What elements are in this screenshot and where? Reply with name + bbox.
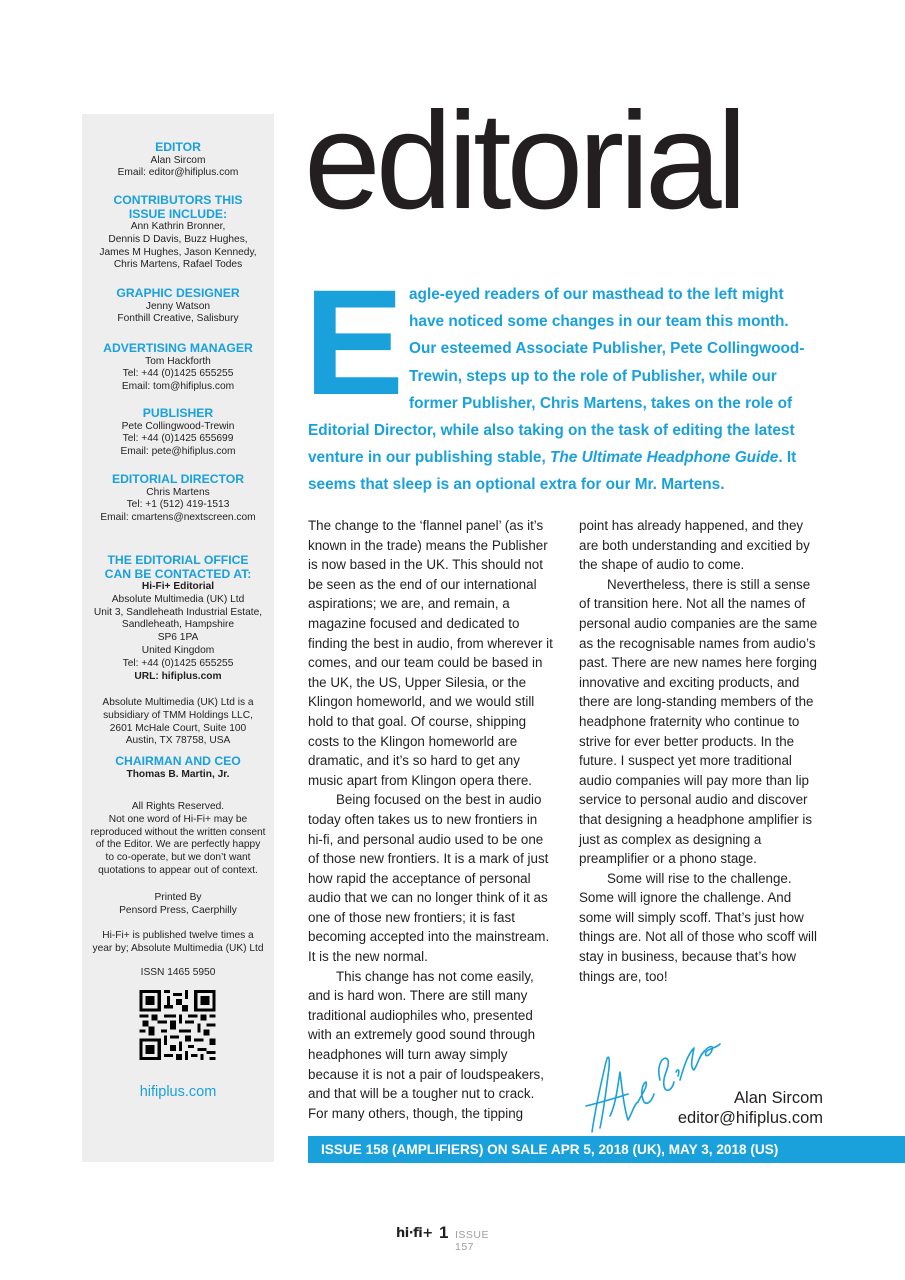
qr-code-icon[interactable]: [139, 990, 216, 1060]
next-issue-text: ISSUE 158 (AMPLIFIERS) ON SALE APR 5, 2018 (UK), MAY 3, 2018 (US): [321, 1142, 779, 1157]
ceo-name: Thomas B. Martin, Jr.: [126, 768, 230, 780]
rights-line: All Rights Reserved.: [131, 801, 225, 812]
signature-email[interactable]: editor@hifiplus.com: [677, 1109, 823, 1127]
issue-number: ISSUE 157: [455, 1229, 490, 1253]
graphic-designer-heading: GRAPHIC DESIGNER: [116, 286, 240, 300]
office-block: [82, 554, 274, 683]
office-line: United Kingdom: [141, 644, 215, 656]
signature-name: Alan Sircom: [734, 1089, 823, 1107]
office-url: URL: hifiplus.com: [134, 670, 222, 682]
lead-line: Our esteemed Associate Publisher, Pete Collingwood-: [409, 340, 805, 358]
body-column-1: [308, 516, 554, 1123]
publisher-email: Email: pete@hifiplus.com: [120, 446, 236, 458]
subsidiary-line: 2601 McHale Court, Suite 100: [109, 722, 247, 734]
publisher-heading: PUBLISHER: [142, 406, 214, 420]
editorial-director-tel: Tel: +1 (512) 419-1513: [126, 499, 230, 511]
hifi-logo: hi·fi+: [396, 1226, 433, 1241]
body-paragraph: point has already happened, and they are both understanding and excitied by the shape of audio to come.: [579, 518, 810, 573]
contributors-block: [82, 194, 274, 272]
publisher-tel: Tel: +44 (0)1425 655699: [122, 433, 234, 445]
website-link[interactable]: hifiplus.com: [139, 1084, 217, 1100]
publisher-block: [82, 407, 274, 459]
subsidiary-line: Absolute Multimedia (UK) Ltd is a: [102, 697, 254, 708]
body-paragraph: Being focused on the best in audio today often takes us to new frontiers in hi-fi, and personal audio used to be one of those new frontiers. It is a mark of just how rapid the acceptance of personal audio that we can no longer think of it as one of those new frontiers; it is fast becoming accepted into the mainstream. It is the new normal.: [308, 792, 550, 965]
body-paragraph: Nevertheless, there is still a sense of transition here. Not all the names of personal audio companies are the same as the recognisable names from audio’s past. There are new names here forging innovative and exciting products, and there are long-standing members of the headphone fraternity who continue to strive for ever better products. In the future. I suspect yet more traditional audio companies will pay more than lip service to personal audio and discover that designing a headphone amplifier is just as complex as designing a preamplifier or a phono stage.: [579, 576, 818, 867]
editorial-director-block: [82, 473, 274, 525]
drop-cap-letter: E: [304, 258, 405, 426]
graphic-designer-company: Fonthill Creative, Salisbury: [117, 313, 239, 325]
lead-line: have noticed some changes in our team this month.: [409, 313, 789, 331]
office-line: Absolute Multimedia (UK) Ltd: [111, 593, 245, 605]
contributors-heading-2: ISSUE INCLUDE:: [128, 206, 228, 221]
office-heading-1: THE EDITORIAL OFFICE: [107, 553, 249, 567]
frequency-line: year by; Absolute Multimedia (UK) Ltd: [92, 942, 264, 954]
contributors-line: Ann Kathrin Bronner,: [130, 221, 226, 232]
lead-text: . It: [778, 449, 797, 467]
subsidiary-block: [82, 697, 274, 748]
lead-line: former Publisher, Chris Martens, takes on the role of: [409, 394, 793, 412]
editor-name: Alan Sircom: [150, 154, 206, 166]
rights-line: of the Editor. We are perfectly happy: [95, 839, 261, 851]
editor-block: [82, 141, 274, 180]
lead-text: venture in our publishing stable,: [308, 449, 550, 467]
advertising-block: [82, 342, 274, 394]
page-number: 1: [439, 1223, 449, 1242]
guide-title: The Ultimate Headphone Guide: [550, 449, 779, 467]
issn: ISSN 1465 5950: [140, 967, 216, 978]
masthead-sidebar: [82, 114, 274, 1162]
graphic-designer-name: Jenny Watson: [145, 300, 211, 312]
ceo-heading: CHAIRMAN AND CEO: [115, 754, 241, 768]
printer-line: Printed By: [154, 892, 202, 903]
contributors-heading-1: CONTRIBUTORS THIS: [113, 193, 243, 207]
advertising-heading: ADVERTISING MANAGER: [103, 341, 253, 355]
lead-line-with-title: [308, 444, 824, 471]
editor-heading: EDITOR: [155, 140, 201, 154]
office-heading-2: CAN BE CONTACTED AT:: [104, 566, 252, 581]
graphic-designer-block: [82, 287, 274, 326]
rights-line: to co-operate, but we don’t want: [105, 852, 251, 864]
editorial-director-email: Email: cmartens@nextscreen.com: [100, 512, 256, 524]
rights-line: reproduced without the written consent: [90, 826, 266, 838]
rights-line: quotations to appear out of context.: [98, 864, 258, 876]
office-line: Unit 3, Sandleheath Industrial Estate,: [93, 606, 263, 618]
office-name: Hi-Fi+ Editorial: [141, 581, 215, 592]
lead-line: agle-eyed readers of our masthead to the left might: [409, 286, 784, 303]
printer-block: [82, 892, 274, 918]
advertising-email: Email: tom@hifiplus.com: [121, 381, 235, 393]
office-line: SP6 1PA: [157, 632, 199, 644]
page-title: editorial: [304, 84, 743, 238]
subsidiary-line: subsidiary of TMM Holdings LLC,: [103, 709, 253, 721]
publisher-name: Pete Collingwood-Trewin: [121, 420, 235, 432]
rights-line: Not one word of Hi-Fi+ may be: [108, 813, 248, 825]
signature-block: [678, 1088, 823, 1128]
body-paragraph: Some will rise to the challenge. Some will ignore the challenge. And some will simply scoff. That’s just how things are. Not all of those who scoff will stay in business, because that’s how things are, too!: [579, 870, 817, 984]
office-line: Tel: +44 (0)1425 655255: [122, 657, 234, 669]
editor-email: Email: editor@hifiplus.com: [117, 167, 239, 179]
editorial-director-heading: EDITORIAL DIRECTOR: [111, 472, 245, 486]
printer-line: Pensord Press, Caerphilly: [119, 904, 237, 916]
contributors-line: James M Hughes, Jason Kennedy,: [99, 246, 257, 258]
ceo-block: [82, 755, 274, 781]
publication-frequency-block: [82, 930, 274, 956]
advertising-tel: Tel: +44 (0)1425 655255: [122, 368, 234, 380]
lead-line: seems that sleep is an optional extra for our Mr. Martens.: [308, 476, 725, 494]
office-line: Sandleheath, Hampshire: [121, 619, 235, 631]
body-paragraph: The change to the ‘flannel panel’ (as it’s known in the trade) means the Publisher is now based in the UK. This should not be seen as the end of our international aspirations; we are, and remain, a magazine focused and dedicated to finding the best in audio, from wherever it comes, and our team could be based in the UK, the US, Upper Silesia, or the Klingon homeworld, and we would still hold to that goal. Of course, shipping costs to the Klingon homeworld are dramatic, and it’s so hard to get any music apart from Klingon opera there.: [308, 518, 553, 788]
advertising-name: Tom Hackforth: [145, 355, 211, 367]
contributors-line: Chris Martens, Rafael Todes: [113, 259, 243, 271]
rights-block: [82, 801, 274, 878]
lead-line: Trewin, steps up to the role of Publisher, while our: [409, 367, 777, 385]
next-issue-banner: [308, 1136, 905, 1163]
lead-paragraph: [308, 281, 824, 499]
body-column-2: [579, 516, 825, 986]
frequency-line: Hi-Fi+ is published twelve times a: [102, 930, 254, 941]
editorial-director-name: Chris Martens: [146, 486, 210, 498]
contributors-line: Dennis D Davis, Buzz Hughes,: [108, 233, 248, 245]
issn-block: [82, 967, 274, 980]
body-paragraph: This change has not come easily, and is hard won. There are still many traditional audiophiles who, presented with an extremely good sound through headphones will turn away simply because it is not a pair of loudspeakers, and that will be a tougher nut to crack. For many others, though, the tipping: [308, 968, 544, 1121]
lead-line: Editorial Director, while also taking on the task of editing the latest: [308, 422, 795, 440]
subsidiary-line: Austin, TX 78758, USA: [125, 735, 231, 747]
